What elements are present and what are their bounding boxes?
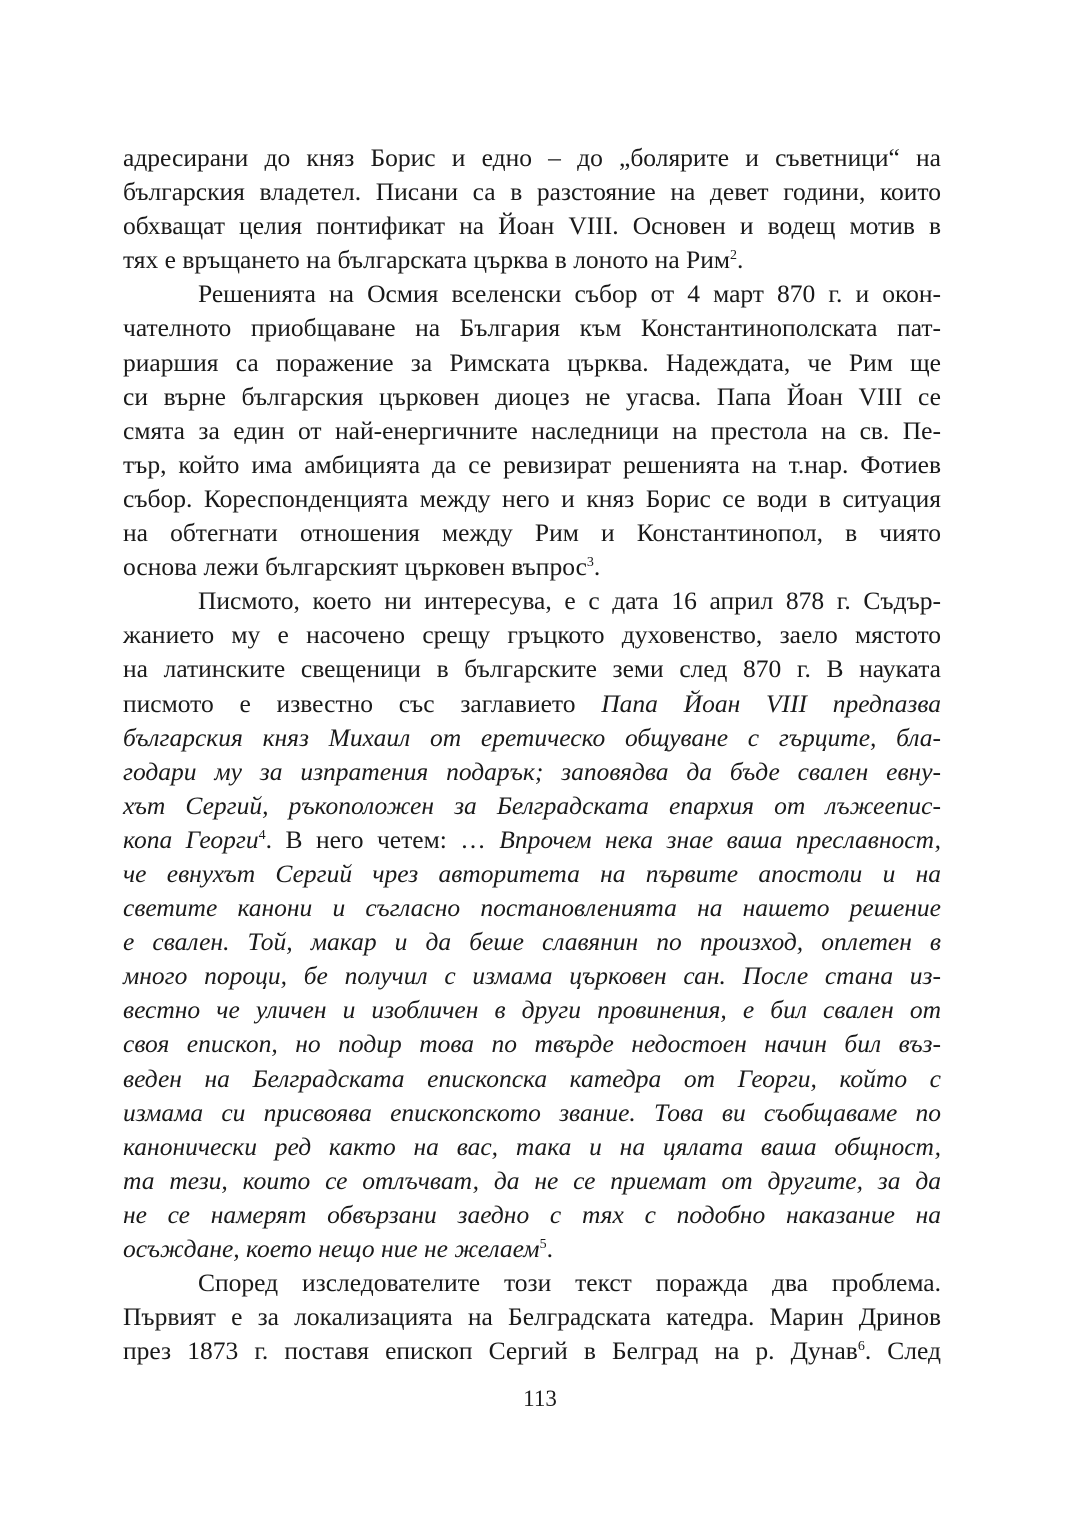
text-segment: . <box>546 1234 553 1263</box>
text-line <box>123 789 941 823</box>
text-line <box>123 857 941 891</box>
text-line <box>123 550 941 584</box>
text-line <box>123 1198 941 1232</box>
text-segment: писмото е известно със заглавието <box>123 688 602 718</box>
italic-text: та тези, които се отлъчват, да не се приемат от другите, за да <box>123 1165 941 1195</box>
italic-text: Папа Йоан VIII предпазва <box>601 688 941 718</box>
text-line <box>123 1300 941 1334</box>
text-segment: Решенията на Осмия вселенски събор от 4 март 870 г. и окон- <box>198 279 941 309</box>
footnote-marker: 3 <box>586 555 594 571</box>
text-segment: на обтегнати отношения между Рим и Константинопол, в чиято <box>123 518 941 548</box>
text-segment: . <box>593 552 601 582</box>
text-line <box>123 652 941 686</box>
text-segment: Според изследователите този текст поражда два проблема. <box>198 1268 941 1298</box>
text-line <box>123 891 941 925</box>
text-segment: през 1873 г. поставя епископ Сергий в Белград на р. Дунав <box>123 1336 858 1366</box>
text-line <box>123 311 941 345</box>
italic-text: българския княз Михаил от еретическо общуване с гърците, бла- <box>123 722 941 752</box>
italic-text: че евнухът Сергий чрез авторитета на първите апостоли и на <box>123 858 941 888</box>
italic-text: вестно че уличен и изобличен в други провинения, е бил свален от <box>123 995 941 1025</box>
text-segment: . <box>736 245 744 275</box>
italic-text: веден на Белградската епископска катедра от Георги, който с <box>123 1063 941 1093</box>
italic-text: хът Сергий, ръкоположен за Белградската епархия от лъжеепис- <box>123 790 941 820</box>
text-line <box>123 1334 941 1368</box>
text-line <box>123 755 941 789</box>
text-segment: жанието му е насочено срещу гръцкото духовенство, заело мястото <box>123 620 941 650</box>
text-line <box>123 1232 941 1266</box>
text-line <box>123 277 941 311</box>
text-line <box>123 1027 941 1061</box>
text-line <box>123 516 941 550</box>
footnote-marker: 6 <box>857 1339 865 1355</box>
text-line <box>123 346 941 380</box>
italic-text: много пороци, бе получил с измама църковен сан. После стана из- <box>123 961 941 991</box>
text-segment: тър, който има амбицията да се ревизират решенията на т.нар. Фотиев <box>123 449 941 479</box>
text-segment: . В него четем: … <box>265 824 500 854</box>
italic-text: годари му за изпратения подарък; заповядва да бъде свален евну- <box>123 756 941 786</box>
italic-text: е свален. Той, макар и да беше славянин по произход, оплетен в <box>123 927 941 957</box>
text-line <box>123 175 941 209</box>
text-segment: си върне българския църковен диоцез не угасва. Папа Йоан VIII се <box>123 381 941 411</box>
footnote-marker: 2 <box>729 248 737 264</box>
text-segment: риаршия са поражение за Римската църква. Надеждата, че Рим ще <box>123 347 941 377</box>
text-segment: смята за един от най-енергичните наследници на престола на св. Пе- <box>123 415 941 445</box>
italic-text: копа Георги <box>123 824 259 854</box>
text-segment: Писмото, което ни интересува, е с дата 16 април 878 г. Съдър- <box>198 586 941 616</box>
italic-text: Впрочем нека знае ваша преславност, <box>499 824 942 854</box>
text-line <box>123 243 941 277</box>
text-segment: . След <box>864 1336 941 1366</box>
text-segment: чателното приобщаване на България към Константинополската пат- <box>123 313 941 343</box>
text-line <box>123 1266 941 1300</box>
text-segment: обхващат целия понтификат на Йоан VIII. Основен и водещ мотив в <box>123 211 941 241</box>
text-line <box>123 380 941 414</box>
text-line <box>123 993 941 1027</box>
italic-text: не се намерят обвързани заедно с тях с подобно наказание на <box>123 1199 941 1229</box>
text-segment: адресирани до княз Борис и едно – до „болярите и съветници“ на <box>123 143 941 172</box>
italic-text: своя епископ, но подир това по твърде недостоен начин бил въз- <box>123 1029 941 1059</box>
text-line <box>123 925 941 959</box>
text-line <box>123 721 941 755</box>
text-line <box>123 1096 941 1130</box>
italic-text: осъждане, което нещо ние не желаем <box>123 1234 540 1263</box>
italic-text: канонически ред както на вас, така и на цялата ваша общност, <box>123 1131 941 1161</box>
text-line <box>123 687 941 721</box>
text-segment: основа лежи българският църковен въпрос <box>123 552 587 582</box>
text-line <box>123 482 941 516</box>
text-line <box>123 209 941 243</box>
text-line <box>123 618 941 652</box>
text-segment: тях е връщането на българската църква в лоното на Рим <box>123 245 730 275</box>
text-line <box>123 414 941 448</box>
footnote-marker: 5 <box>539 1237 547 1252</box>
text-line <box>123 959 941 993</box>
text-line <box>123 584 941 618</box>
text-line <box>123 1062 941 1096</box>
text-segment: Първият е за локализацията на Белградската катедра. Марин Дринов <box>123 1302 941 1332</box>
italic-text: светите канони и съгласно постановленията на нашето решение <box>123 893 941 923</box>
page-body <box>123 141 941 1368</box>
italic-text: измама си присвоява епископското звание. Това ви съобщаваме по <box>123 1097 941 1127</box>
footnote-marker: 4 <box>258 827 266 843</box>
text-segment: българския владетел. Писани са в разстояние на девет години, които <box>123 177 941 207</box>
text-segment: на латинските свещеници в българските земи след 870 г. В науката <box>123 654 941 684</box>
text-line <box>123 1130 941 1164</box>
text-line <box>123 448 941 482</box>
text-segment: събор. Кореспонденцията между него и княз Борис се води в ситуация <box>123 483 941 513</box>
text-line <box>123 141 941 175</box>
page-number: 113 <box>523 1386 557 1411</box>
text-line <box>123 823 941 857</box>
text-line <box>123 1164 941 1198</box>
